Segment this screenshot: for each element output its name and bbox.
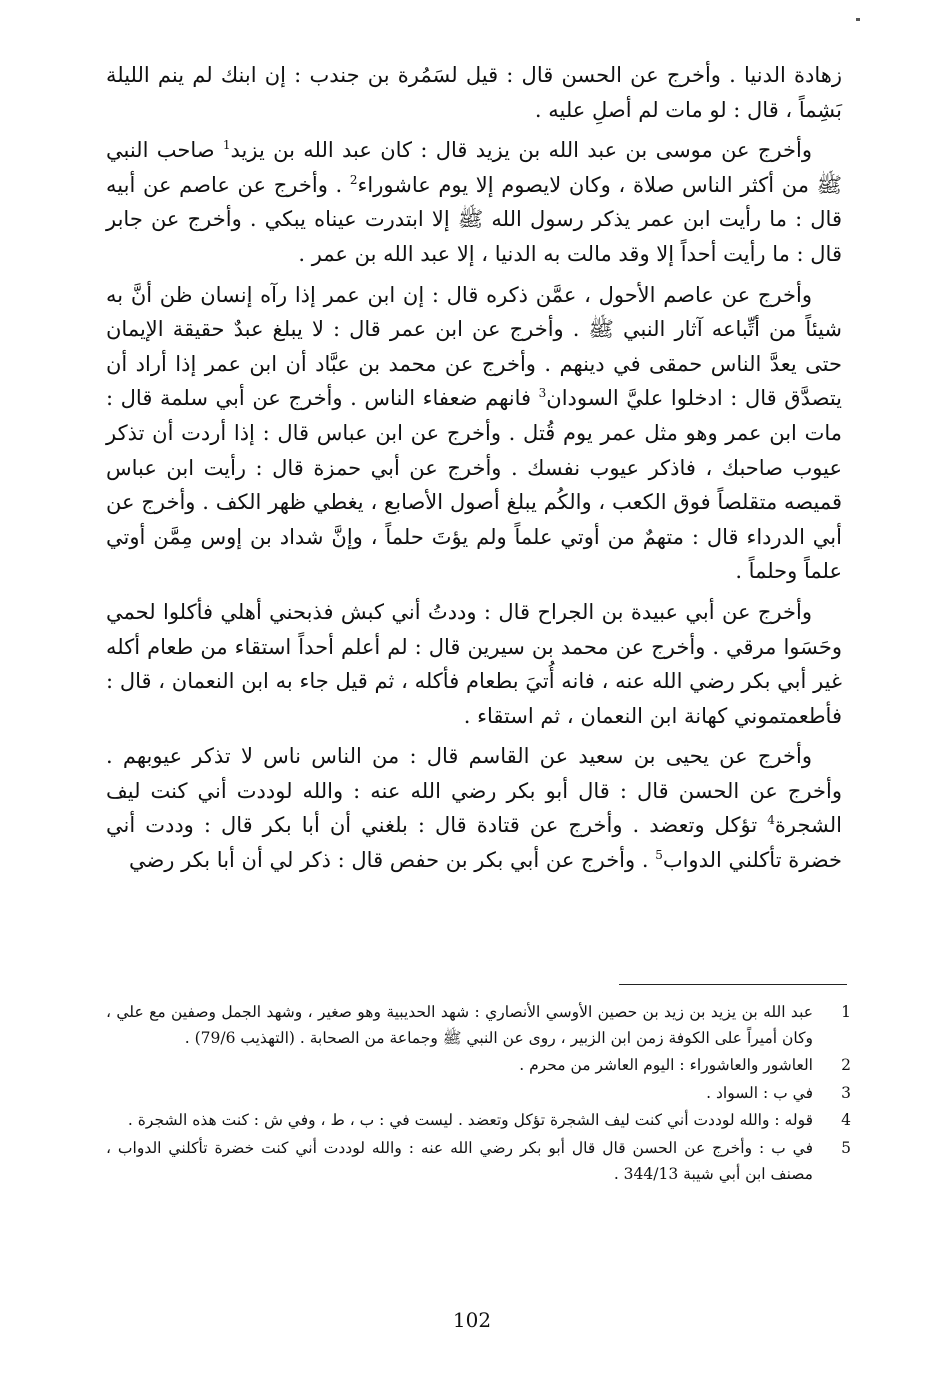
footnote-number: 2 (841, 1056, 851, 1075)
footnote (106, 1081, 851, 1107)
paragraph-text: وأخرج عن موسى بن عبد الله بن يزيد قال : كان عبد الله بن يزيد (230, 138, 813, 163)
main-text-body (106, 58, 842, 884)
footnote (106, 1108, 851, 1134)
paragraph-text: وأخرج عن أبي عبيدة بن الجراح قال : وددتُ أني كبش فذبحني أهلي فأكلوا لحمي وحَسَوا مرقي . وأخرج عن محمد بن سيرين قال : لم أعلم أحداً استقاء من طعام أكله غير أبي بكر رضي الله عنه ، فانه أُتيَ بطعام فأكله ، ثم قيل جاء به ابن النعمان ، قال : فأطعمتموني كهانة ابن النعمان ، ثم استقاء . (106, 599, 842, 728)
footnote-reference: 5 (655, 848, 663, 863)
paragraph (106, 133, 842, 271)
scan-speck (856, 18, 860, 21)
paragraph (106, 739, 842, 877)
footnote-reference: 2 (349, 172, 358, 187)
paragraph-text: صاحب النبي ﷺ من أكثر الناس صلاة ، وكان لايصوم إلا يوم عاشوراء (106, 138, 842, 197)
footnote-text: قوله : والله لوددت أني كنت ليف الشجرة تؤكل وتعضد . ليست في : ب ، ط ، وفي ش : كنت هذه الشجرة . (127, 1111, 813, 1130)
footnote-reference: 4 (767, 813, 775, 828)
footnote-number: 3 (841, 1083, 851, 1102)
footnote-text: عبد الله بن يزيد بن زيد بن حصين الأوسي الأنصاري : شهد الحديبية وهو صغير ، وشهد الجمل وصفين مع علي ، وكان أميراً على الكوفة زمن ابن الزبير ، روى عن النبي ﷺ وجماعة من الصحابة . (التهذيب 79/6) . (106, 1003, 813, 1047)
paragraph-text: فانهم ضعفاء الناس . وأخرج عن أبي سلمة قال : مات ابن عمر وهو مثل عمر يوم قُتل . وأخرج عن ابن عباس قال : إذا أردت أن تذكر عيوب صاحبك ، فاذكر عيوب نفسك . وأخرج عن أبي حمزة قال : رأيت ابن عباس قميصه متقلصاً فوق الكعب ، والكُم يبلغ أصول الأصابع ، يغطي ظهر الكف . وأخرج عن أبي الدرداء قال : متهمٌ من أوتي علماً ولم يؤتَ حلماً ، وإنَّ شداد بن إوس مِمَّن أوتي علماً وحلماً . (106, 386, 842, 584)
footnote-number: 1 (841, 1003, 851, 1021)
footnote-text: العاشور والعاشوراء : اليوم العاشر من محرم . (519, 1056, 813, 1075)
footnote (106, 1053, 851, 1079)
footnotes-section (106, 1000, 851, 1189)
footnote-number: 4 (841, 1111, 851, 1130)
page-number: 102 (452, 1308, 492, 1332)
paragraph (106, 278, 842, 589)
paragraph-text: وأخرج عن يحيى بن سعيد عن القاسم قال : من الناس ناس لا تذكر عيوبهم . وأخرج عن الحسن قال : قال أبو بكر رضي الله عنه : والله لوددت أني كنت ليف الشجرة (106, 744, 842, 838)
paragraph-text: . وأخرج عن أبي بكر بن حفص قال : ذكر لي أن أبا بكر رضي (128, 848, 656, 873)
paragraph (106, 58, 842, 127)
footnote-text: في ب : السواد . (706, 1083, 813, 1102)
footnote (106, 1136, 851, 1187)
paragraph (106, 595, 842, 733)
footnote-number: 5 (841, 1138, 851, 1157)
footnote-text: في ب : وأخرج عن الحسن قال قال أبو بكر رضي الله عنه : والله لوددت أني كنت خضرة تأكلني الدواب ، مصنف ابن أبي شيبة 344/13 . (106, 1138, 813, 1183)
footnote-reference: 1 (222, 138, 231, 153)
footnote-separator (619, 984, 847, 985)
paragraph-text: وأخرج عن عاصم الأحول ، عمَّن ذكره قال : إن ابن عمر إذا رآه إنسان ظن أنَّ به شيئاً من أتِّباعه آثار النبي ﷺ . وأخرج عن ابن عمر قال : لا يبلغ عبدٌ حقيقة الإيمان حتى يعدَّ الناس حمقى في دينهم . وأخرج عن محمد بن عبَّاد أن ابن عمر إذا أراد أن يتصدَّق قال : ادخلوا عليَّ السودان (106, 282, 842, 411)
footnote (106, 1000, 851, 1051)
paragraph-text: زهادة الدنيا . وأخرج عن الحسن قال : قيل لسَمُرة بن جندب : إن ابنك لم ينم الليلة بَشِماً ، قال : لو مات لم أصلِ عليه . (106, 63, 842, 122)
footnote-reference: 3 (538, 386, 547, 401)
paragraph-text: . وأخرج عن عاصم عن أبيه قال : ما رأيت ابن عمر يذكر رسول الله ﷺ إلا ابتدرت عيناه يبكي . وأخرج عن جابر قال : ما رأيت أحداً إلا وقد مالت به الدنيا ، إلا عبد الله بن عمر . (106, 172, 842, 266)
paragraph-text: تؤكل وتعضد . وأخرج عن قتادة قال : بلغني أن أبا بكر قال : وددت أني خضرة تأكلني الدواب (106, 813, 842, 873)
